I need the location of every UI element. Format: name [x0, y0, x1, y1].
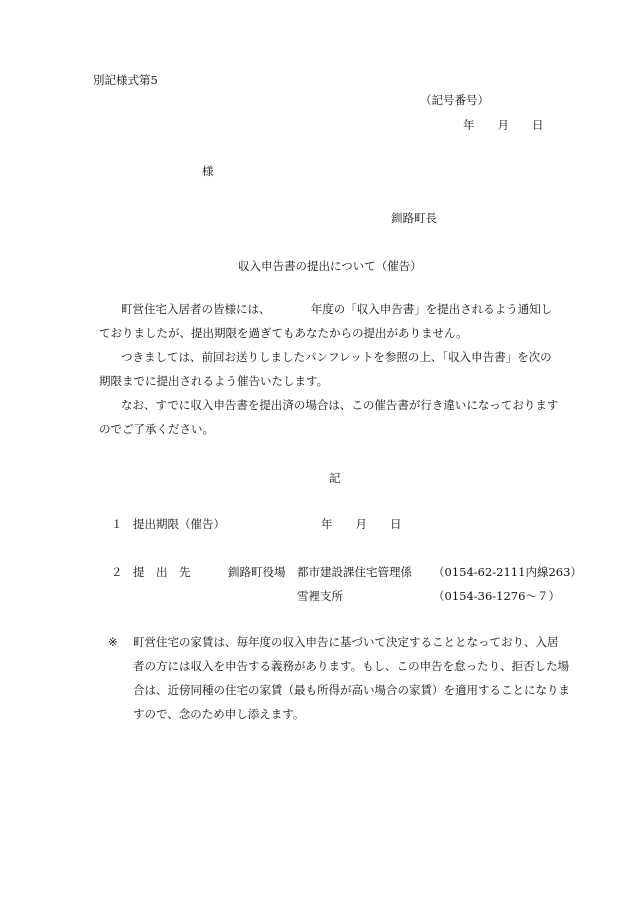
body-paragraph-3: [99, 393, 579, 441]
item2-number: ２: [111, 565, 123, 579]
sender-name: 釧路町長: [391, 211, 437, 225]
note-line: 者の方には収入を申告する義務があります。もし、この申告を怠ったり、拒否した場: [133, 659, 570, 673]
body-line: 町営住宅入居者の皆様には、 年度の「収入申告書」を提出されるよう通知し: [121, 302, 553, 316]
body-paragraph-1: [99, 297, 579, 345]
note-line: 合は、近傍同種の住宅の家賃（最も所得が高い場合の家賃）を適用することになりま: [133, 683, 570, 697]
note-line: すので、念のため申し添えます。: [133, 707, 305, 721]
item1-number: １: [111, 517, 123, 531]
body-line: なお、すでに収入申告書を提出済の場合は、この催告書が行き違いになっております: [121, 398, 559, 412]
reference-number: （記号番号）: [420, 93, 489, 107]
item2-branch-phone: （0154-36-1276～７）: [433, 589, 560, 603]
note-line: 町営住宅の家賃は、毎年度の収入申告に基づいて決定することとなっており、入居: [133, 635, 559, 649]
item2-label: 提 出 先: [133, 565, 191, 579]
addressee-honorific: 様: [202, 164, 214, 178]
note-text: [133, 630, 583, 726]
item1-label: 提出期限（催告）: [133, 517, 225, 531]
document-title: 収入申告書の提出について（催告）: [238, 259, 422, 273]
body-line: 期限までに提出されるよう催告いたします。: [99, 374, 329, 388]
item2-department: 都市建設課住宅管理係: [297, 565, 412, 579]
body-line: つきましては、前回お送りしましたパンフレットを参照の上、「収入申告書」を次の: [121, 350, 552, 364]
item2-phone: （0154-62-2111内線263）: [433, 565, 582, 579]
body-line: のでご了承ください。: [99, 422, 214, 436]
body-line: ておりましたが、提出期限を過ぎてもあなたからの提出がありません。: [99, 326, 468, 340]
note-mark: ※: [108, 635, 118, 649]
ki-heading: 記: [329, 471, 341, 485]
item2-office: 釧路町役場: [228, 565, 286, 579]
issue-date: 年 月 日: [463, 118, 544, 132]
form-label: 別記様式第5: [93, 73, 158, 87]
body-paragraph-2: [99, 345, 579, 393]
item2-branch: 雪裡支所: [297, 589, 343, 603]
item1-date: 年 月 日: [321, 517, 402, 531]
